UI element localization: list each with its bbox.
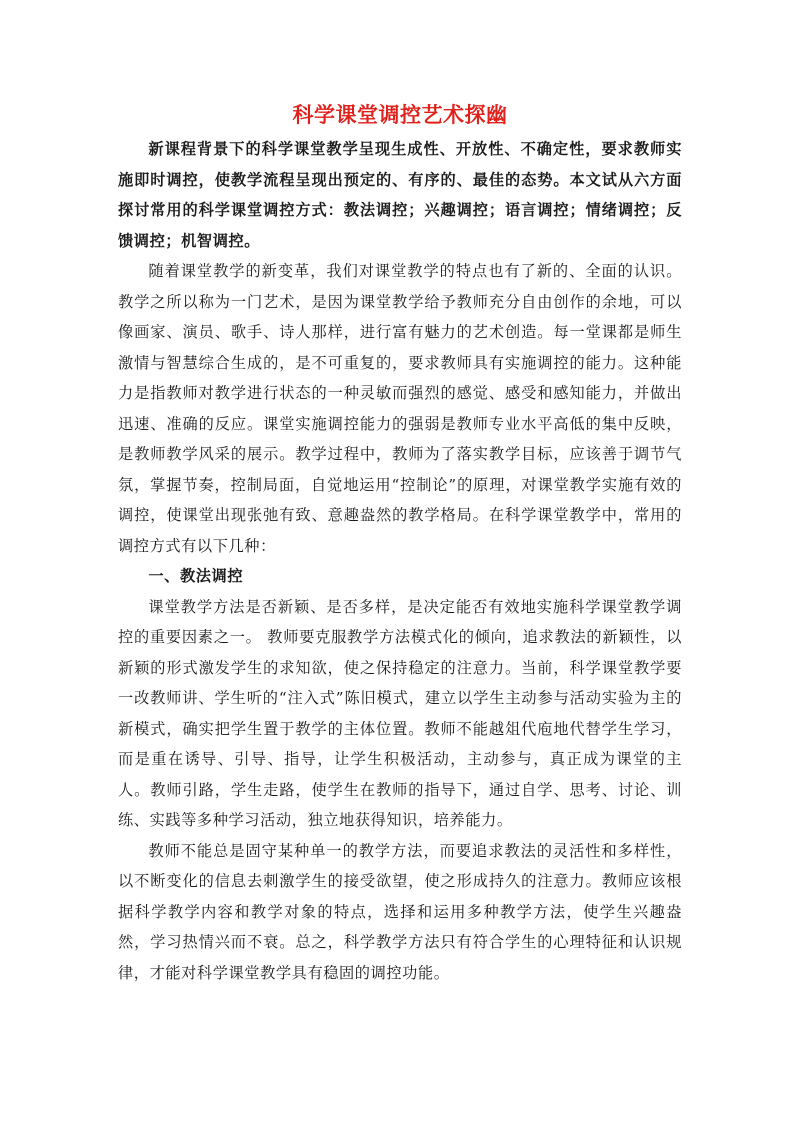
document-page [118, 100, 682, 988]
intro-paragraph: 随着课堂教学的新变革，我们对课堂教学的特点也有了新的、全面的认识。教学之所以称为一门艺术，是因为课堂教学给予教师充分自由创作的余地，可以像画家、演员、歌手、诗人那样，进行富有魅力的艺术创造。每一堂课都是师生激情与智慧综合生成的，是不可重复的，要求教师具有实施调控的能力。这种能力是指教师对教学进行状态的一种灵敏而强烈的感觉、感受和感知能力，并做出迅速、准确的反应。课堂实施调控能力的强弱是教师专业水平高低的集中反映，是教师教学风采的展示。教学过程中，教师为了落实教学目标，应该善于调节气氛，掌握节奏，控制局面，自觉地运用“控制论”的原理，对课堂教学实施有效的调控，使课堂出现张弛有致、意趣盎然的教学格局。在科学课堂教学中，常用的调控方式有以下几种： [118, 262, 682, 555]
abstract-paragraph: 新课程背景下的科学课堂教学呈现生成性、开放性、不确定性，要求教师实施即时调控，使教学流程呈现出预定的、有序的、最佳的态势。本文试从六方面探讨常用的科学课堂调控方式：教法调控；兴趣调控；语言调控；情绪调控；反馈调控；机智调控。 [118, 140, 682, 250]
section-paragraph-1: 课堂教学方法是否新颖、是否多样，是决定能否有效地实施科学课堂教学调控的重要因素之一。 教师要克服教学方法模式化的倾向，追求教法的新颖性，以新颖的形式激发学生的求知欲，使之保持稳定的注意力。当前，科学课堂教学要一改教师讲、学生听的“注入式”陈旧模式，建立以学生主动参与活动实验为主的新模式，确实把学生置于教学的主体位置。教师不能越俎代庖地代替学生学习，而是重在诱导、引导、指导，让学生积极活动，主动参与，真正成为课堂的主人。教师引路，学生走路，使学生在教师的指导下，通过自学、思考、讨论、训练、实践等多种学习活动，独立地获得知识，培养能力。 [118, 597, 682, 829]
section-paragraph-2: 教师不能总是固守某种单一的教学方法，而要追求教法的灵活性和多样性，以不断变化的信息去刺激学生的接受欲望，使之形成持久的注意力。教师应该根据科学教学内容和教学对象的特点，选择和运用多种教学方法，使学生兴趣盎然，学习热情兴而不衰。总之，科学教学方法只有符合学生的心理特征和认识规律，才能对科学课堂教学具有稳固的调控功能。 [118, 841, 682, 982]
document-title: 科学课堂调控艺术探幽 [292, 102, 508, 127]
section-heading-teaching-method: 一、教法调控 [148, 567, 244, 585]
